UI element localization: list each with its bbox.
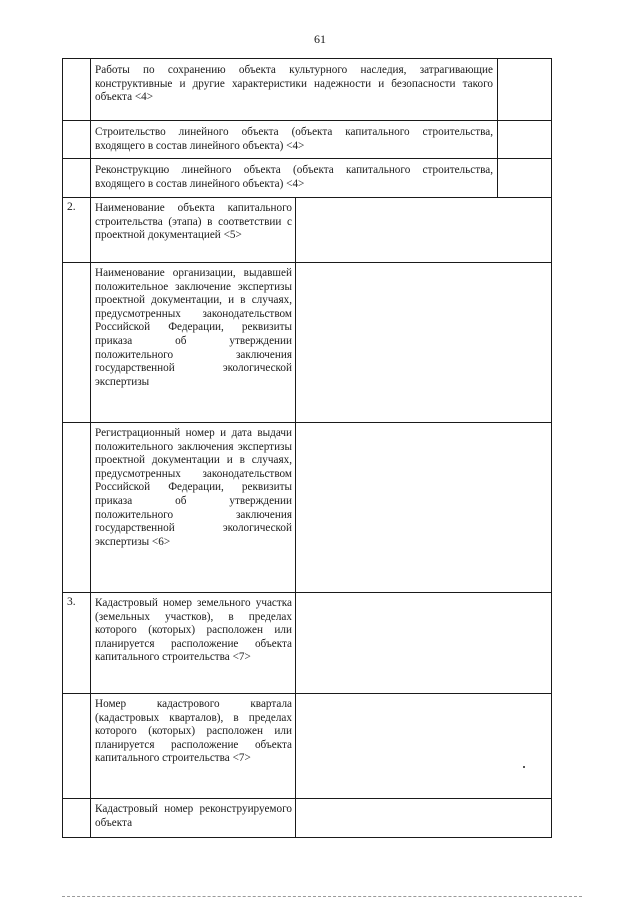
row-label-cell — [91, 263, 296, 423]
checkbox-cell[interactable] — [498, 59, 552, 121]
row-number-cell — [63, 263, 91, 423]
row-label-cell — [91, 59, 498, 121]
row-label-cell — [91, 198, 296, 263]
row-number: 2. — [67, 201, 76, 213]
checkbox-cell[interactable] — [498, 159, 552, 198]
value-cell[interactable] — [296, 694, 552, 799]
scan-speck — [523, 766, 525, 768]
row-label: Наименование организации, выдавшей положительное заключение экспертизы проектной документации, и в случаях, предусмотренных законодательством Российской Федерации, реквизиты приказа об утверждении положительного заключения государственной экологической экспертизы — [95, 267, 292, 388]
row-label-cell — [91, 593, 296, 694]
table-row — [63, 799, 552, 838]
row-label-cell — [91, 423, 296, 593]
table-row — [63, 263, 552, 423]
table-row — [63, 694, 552, 799]
row-number-cell — [63, 59, 91, 121]
row-number: 3. — [67, 596, 76, 608]
table-row — [63, 159, 552, 198]
row-label: Работы по сохранению объекта культурного наследия, затрагивающие конструктивные и другие характеристики надежности и безопасности такого объекта <4> — [95, 64, 493, 104]
row-label: Наименование объекта капитального строительства (этапа) в соответствии с проектной документацией <5> — [95, 202, 292, 242]
row-number-cell — [63, 121, 91, 159]
row-label: Кадастровый номер реконструируемого объекта — [95, 803, 292, 829]
table-row — [63, 593, 552, 694]
row-label: Строительство линейного объекта (объекта капитального строительства, входящего в состав линейного объекта) <4> — [95, 126, 493, 152]
table-row — [63, 423, 552, 593]
page-number: 61 — [314, 32, 326, 46]
table-row — [63, 59, 552, 121]
row-label: Кадастровый номер земельного участка (земельных участков), в пределах которого (которых) расположен или планируется расположение объекта капитального строительства <7> — [95, 597, 292, 664]
row-label: Регистрационный номер и дата выдачи положительного заключения экспертизы проектной документации и в случаях, предусмотренных законодательством Российской Федерации, реквизиты приказа об утверждении положительного заключения государственной экологической экспертизы <6> — [95, 427, 292, 548]
value-cell[interactable] — [296, 263, 552, 423]
row-number-cell — [63, 799, 91, 838]
value-cell[interactable] — [296, 198, 552, 263]
row-label-cell — [91, 694, 296, 799]
row-label-cell — [91, 121, 498, 159]
row-number-cell — [63, 694, 91, 799]
row-label-cell — [91, 159, 498, 198]
permit-form-table — [62, 58, 552, 838]
row-number-cell — [63, 593, 91, 694]
row-label: Реконструкцию линейного объекта (объекта капитального строительства, входящего в состав линейного объекта) <4> — [95, 164, 493, 190]
page-bottom-rule — [62, 896, 582, 897]
row-label-cell — [91, 799, 296, 838]
table-row — [63, 198, 552, 263]
row-number-cell — [63, 159, 91, 198]
value-cell[interactable] — [296, 593, 552, 694]
table-row — [63, 121, 552, 159]
row-number-cell — [63, 198, 91, 263]
value-cell[interactable] — [296, 799, 552, 838]
row-number-cell — [63, 423, 91, 593]
value-cell[interactable] — [296, 423, 552, 593]
row-label: Номер кадастрового квартала (кадастровых кварталов), в пределах которого (которых) расположен или планируется расположение объекта капитального строительства <7> — [95, 698, 292, 765]
checkbox-cell[interactable] — [498, 121, 552, 159]
